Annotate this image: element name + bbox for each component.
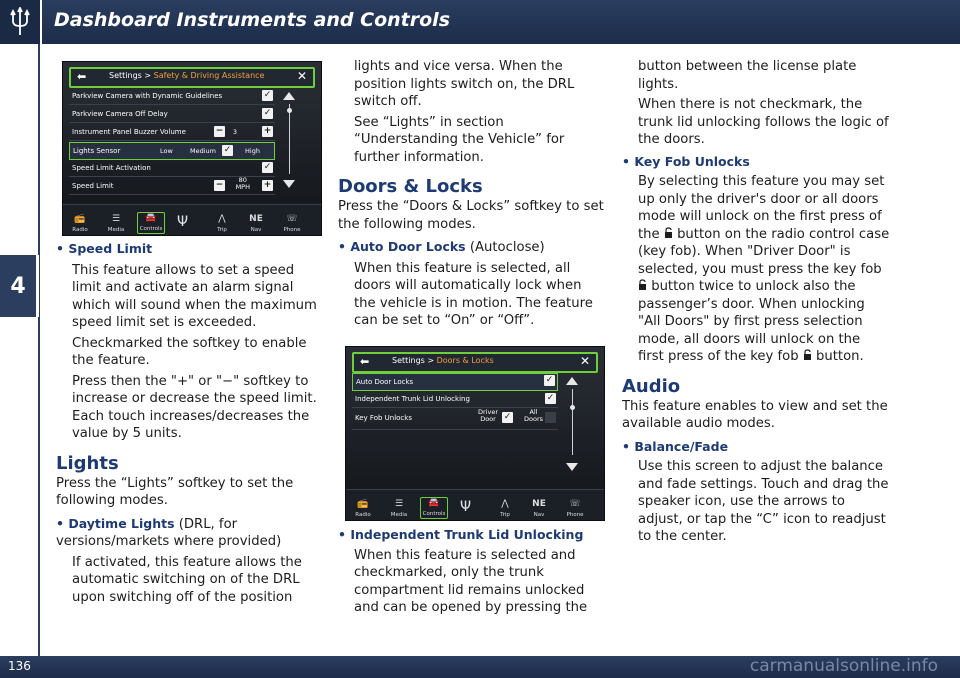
paragraph: Press then the "+" or "−" softkey to increase or decrease the speed limit. Each touch increases/decreases the value by 5 units.: [72, 373, 317, 441]
chapter-tab: 4: [0, 255, 39, 317]
side-rule: [38, 44, 40, 678]
compass-icon: NE: [532, 499, 546, 509]
paragraph: lights and vice versa. When the position lights switch on, the DRL switch off.: [354, 59, 575, 109]
checkbox-icon: ✓: [503, 412, 512, 422]
plus-icon: +: [263, 180, 272, 190]
paragraph: By selecting this feature you may set up only the driver's door or all doors mode will unlock on the first press of the button on the radio control case (key fob). When "Driver Door" is selected, you must press the key fob button twice to unlock also the passenger’s door. When unlocking "All Doors" by first press selection mode, all doors will unlock on the first press of the key fob button.: [638, 174, 890, 364]
nav-radio: 📻 Radio: [67, 214, 93, 233]
trident-icon: Ψ: [460, 499, 472, 515]
checkbox-icon: ✓: [223, 145, 232, 155]
safety-settings-screenshot: [62, 61, 322, 236]
settings-row: Speed Limit − 80 MPH +: [69, 178, 275, 195]
scroll-down-icon: [283, 180, 295, 188]
paragraph: When this feature is selected, all doors will automatically lock when the vehicle is in motion. The feature can be set to “On” or “Off”.: [354, 260, 593, 328]
settings-row-selected: Auto Door Locks ✓: [352, 373, 558, 391]
nav-nav: NE Nav: [526, 499, 552, 518]
scrollbar-track: [289, 104, 290, 174]
settings-row: Parkview Camera with Dynamic Guidelines ✓: [69, 88, 275, 105]
nav-media: ☰ Media: [386, 499, 412, 518]
nav-trip: ⋀ Trip: [209, 214, 235, 233]
paragraph: This feature allows to set a speed limit and activate an alarm signal which will sound when the maximum speed limit set is exceeded.: [72, 262, 317, 330]
settings-row: Instrument Panel Buzzer Volume − 3 +: [69, 124, 275, 141]
checkbox-icon: ✓: [545, 375, 554, 385]
scroll-up-icon: [566, 377, 578, 385]
plus-icon: +: [263, 126, 272, 136]
scroll-down-icon: [566, 463, 578, 471]
daytime-lights-item: • Daytime Lights (DRL, for versions/markets where provided): [56, 515, 282, 549]
settings-row: Speed Limit Activation ✓: [69, 160, 275, 177]
paragraph: When this feature is selected and checkmarked, only the trunk compartment lid remains unlocked and can be opened by pressing the: [354, 547, 588, 615]
road-icon: ⋀: [218, 214, 226, 224]
media-icon: ☰: [394, 499, 404, 509]
paragraph: Checkmarked the softkey to enable the feature.: [72, 335, 307, 368]
minus-icon: −: [215, 180, 224, 190]
trunk-unlock-heading: • Independent Trunk Lid Unlocking: [338, 527, 584, 542]
breadcrumb: Settings > Doors & Locks: [392, 356, 494, 365]
lights-heading: Lights: [56, 452, 119, 474]
trident-icon: Ψ: [177, 214, 189, 230]
paragraph: This feature enables to view and set the available audio modes.: [622, 398, 888, 431]
column-2-bottom: [338, 526, 606, 617]
speed-limit-heading: • Speed Limit: [56, 241, 153, 256]
close-icon: ✕: [579, 354, 590, 368]
phone-icon: ☏: [286, 214, 298, 224]
radio-icon: 📻: [74, 214, 86, 224]
page-title: Dashboard Instruments and Controls: [54, 9, 451, 31]
road-icon: ⋀: [501, 499, 509, 509]
trident-logo-icon: [0, 0, 42, 44]
bottom-nav: [63, 204, 321, 235]
doors-locks-screenshot: [345, 346, 605, 521]
key-fob-unlock-icon: [638, 279, 647, 291]
phone-icon: ☏: [569, 499, 581, 509]
key-fob-unlock-icon: [664, 227, 673, 239]
checkbox-icon: ✓: [263, 90, 272, 100]
nav-controls: 🚘 Controls: [420, 497, 448, 519]
balance-fade-heading: • Balance/Fade: [622, 438, 729, 454]
paragraph: When there is not checkmark, the trunk lid unlocking follows the logic of the doors.: [638, 97, 889, 147]
checkbox-icon: ✓: [263, 108, 272, 118]
scrollbar-thumb: [570, 405, 575, 410]
settings-row: Key Fob Unlocks Driver Door ✓ All Doors: [352, 407, 558, 430]
page-footer: [0, 656, 960, 678]
nav-trip: ⋀ Trip: [492, 499, 518, 518]
settings-row: Independent Trunk Lid Unlocking ✓: [352, 391, 558, 408]
nav-phone: ☏ Phone: [562, 499, 588, 518]
car-icon: 🚘: [145, 213, 157, 223]
checkbox-icon: ✓: [263, 162, 272, 172]
key-fob-heading: • Key Fob Unlocks: [622, 153, 750, 169]
page-header: [0, 0, 960, 44]
back-arrow-icon: ⬅: [77, 70, 87, 83]
media-icon: ☰: [111, 214, 121, 224]
scroll-up-icon: [283, 92, 295, 100]
compass-icon: NE: [249, 214, 263, 224]
page-number: 136: [8, 659, 31, 673]
nav-phone: ☏ Phone: [279, 214, 305, 233]
column-1: [56, 240, 326, 606]
key-fob-unlock-icon: [803, 349, 812, 361]
column-3: [622, 58, 890, 546]
watermark: carmanualsonline.info: [749, 656, 938, 676]
paragraph: Press the “Doors & Locks” softkey to set the following modes.: [338, 199, 604, 232]
doors-locks-heading: Doors & Locks: [338, 176, 483, 197]
settings-row-selected: Lights Sensor Low Medium ✓ High: [69, 142, 275, 160]
screen-topbar: [352, 352, 598, 373]
paragraph: Use this screen to adjust the balance and fade settings. Touch and drag the speaker icon, use the arrows to adjust, or tap the “C” icon to readjust to the center.: [638, 459, 889, 544]
settings-row: Parkview Camera Off Delay ✓: [69, 106, 275, 123]
breadcrumb: Settings > Safety & Driving Assistance: [109, 71, 265, 80]
paragraph: Press the “Lights” softkey to set the following modes.: [56, 475, 294, 508]
checkbox-icon: ✓: [546, 393, 555, 403]
radio-icon: 📻: [357, 499, 369, 509]
scrollbar-thumb: [287, 108, 292, 113]
nav-radio: 📻 Radio: [350, 499, 376, 518]
paragraph: See “Lights” in section “Understanding the Vehicle” for further information.: [354, 114, 565, 165]
minus-icon: −: [215, 126, 224, 136]
bottom-nav: [346, 489, 604, 520]
nav-controls: 🚘 Controls: [137, 212, 165, 234]
checkbox-empty-icon: [545, 412, 556, 423]
scrollbar-track: [572, 389, 573, 455]
column-2: [338, 58, 606, 330]
back-arrow-icon: ⬅: [360, 355, 370, 368]
paragraph: button between the license plate lights.: [638, 59, 857, 92]
auto-door-locks-item: • Auto Door Locks (Autoclose): [338, 239, 545, 255]
car-icon: 🚘: [428, 498, 440, 508]
close-icon: ✕: [296, 69, 307, 83]
nav-media: ☰ Media: [103, 214, 129, 233]
audio-heading: Audio: [622, 375, 681, 397]
screen-topbar: [69, 67, 315, 88]
paragraph: If activated, this feature allows the automatic switching on of the DRL upon switching off of the position: [72, 554, 302, 605]
nav-nav: NE Nav: [243, 214, 269, 233]
